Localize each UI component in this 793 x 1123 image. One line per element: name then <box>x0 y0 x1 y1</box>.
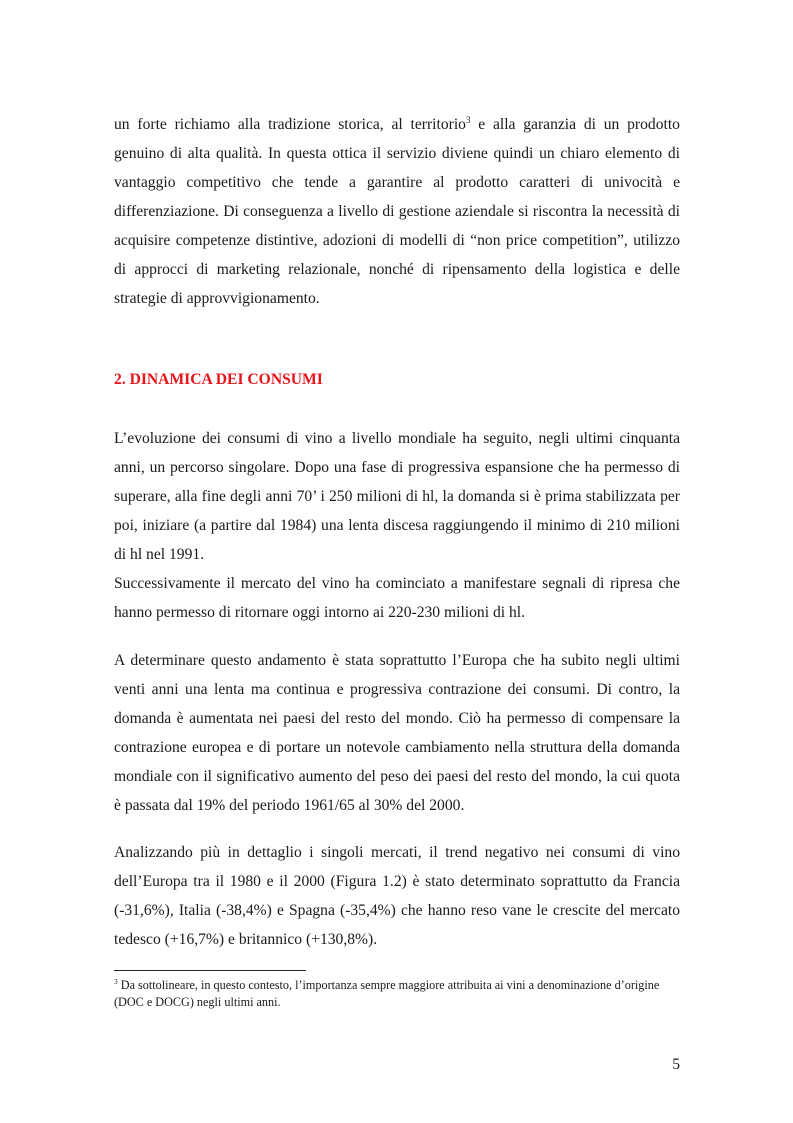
footnote-marker: 3 <box>114 977 118 986</box>
paragraph-world-consumption <box>114 424 680 627</box>
section-heading: 2. DINAMICA DEI CONSUMI <box>114 371 323 388</box>
paragraph-tradition-text-end: e alla garanzia di un prodotto genuino di alta qualità. In questa ottica il servizio diviene quindi un chiaro elemento di vantaggio competitivo che tende a garantire al prodotto caratteri di univocità e differenziazione. Di conseguenza a livello di gestione aziendale si riscontra la necessità di acquisire competenze distintive, adozioni di modelli di “non price competition”, utilizzo di approcci di marketing relazionale, nonché di ripensamento della logistica e delle strategie di approvvigionamento. <box>114 116 680 307</box>
paragraph-europe-trend: A determinare questo andamento è stata soprattutto l’Europa che ha subito negli ultimi venti anni una lenta ma continua e progressiva contrazione dei consumi. Di contro, la domanda è aumentata nei paesi del resto del mondo. Ciò ha permesso di compensare la contrazione europea e di portare un notevole cambiamento nella struttura della domanda mondiale con il significativo aumento del peso dei paesi del resto del mondo, la cui quota è passata dal 19% del periodo 1961/65 al 30% del 2000. <box>114 652 680 814</box>
footnote <box>114 977 680 1011</box>
footnote-separator <box>114 970 306 971</box>
footnote-reference[interactable]: 3 <box>465 115 471 125</box>
paragraph-tradition-text-start: un forte richiamo alla tradizione storica, al territorio <box>114 116 466 133</box>
paragraph-recovery-text: Successivamente il mercato del vino ha cominciato a manifestare segnali di ripresa che hanno permesso di ritornare oggi intorno ai 220-230 milioni di hl. <box>114 575 680 621</box>
footnote-text: Da sottolineare, in questo contesto, l’importanza sempre maggiore attribuita ai vini a denominazione d’origine (DOC e DOCG) negli ultimi anni. <box>114 978 660 1009</box>
paragraph-world-consumption-text: L’evoluzione dei consumi di vino a livello mondiale ha seguito, negli ultimi cinquanta anni, un percorso singolare. Dopo una fase di progressiva espansione che ha permesso di superare, alla fine degli anni 70’ i 250 milioni di hl, la domanda si è prima stabilizzata per poi, iniziare (a partire dal 1984) una lenta discesa raggiungendo il minimo di 210 milioni di hl nel 1991. <box>114 430 680 563</box>
paragraph-single-markets: Analizzando più in dettaglio i singoli mercati, il trend negativo nei consumi di vino dell’Europa tra il 1980 e il 2000 (Figura 1.2) è stato determinato soprattutto da Francia (-31,6%), Italia (-38,4%) e Spagna (-35,4%) che hanno reso vane le crescite del mercato tedesco (+16,7%) e britannico (+130,8%). <box>114 844 680 948</box>
paragraph-tradition <box>114 110 680 313</box>
page-number: 5 <box>672 1056 680 1073</box>
